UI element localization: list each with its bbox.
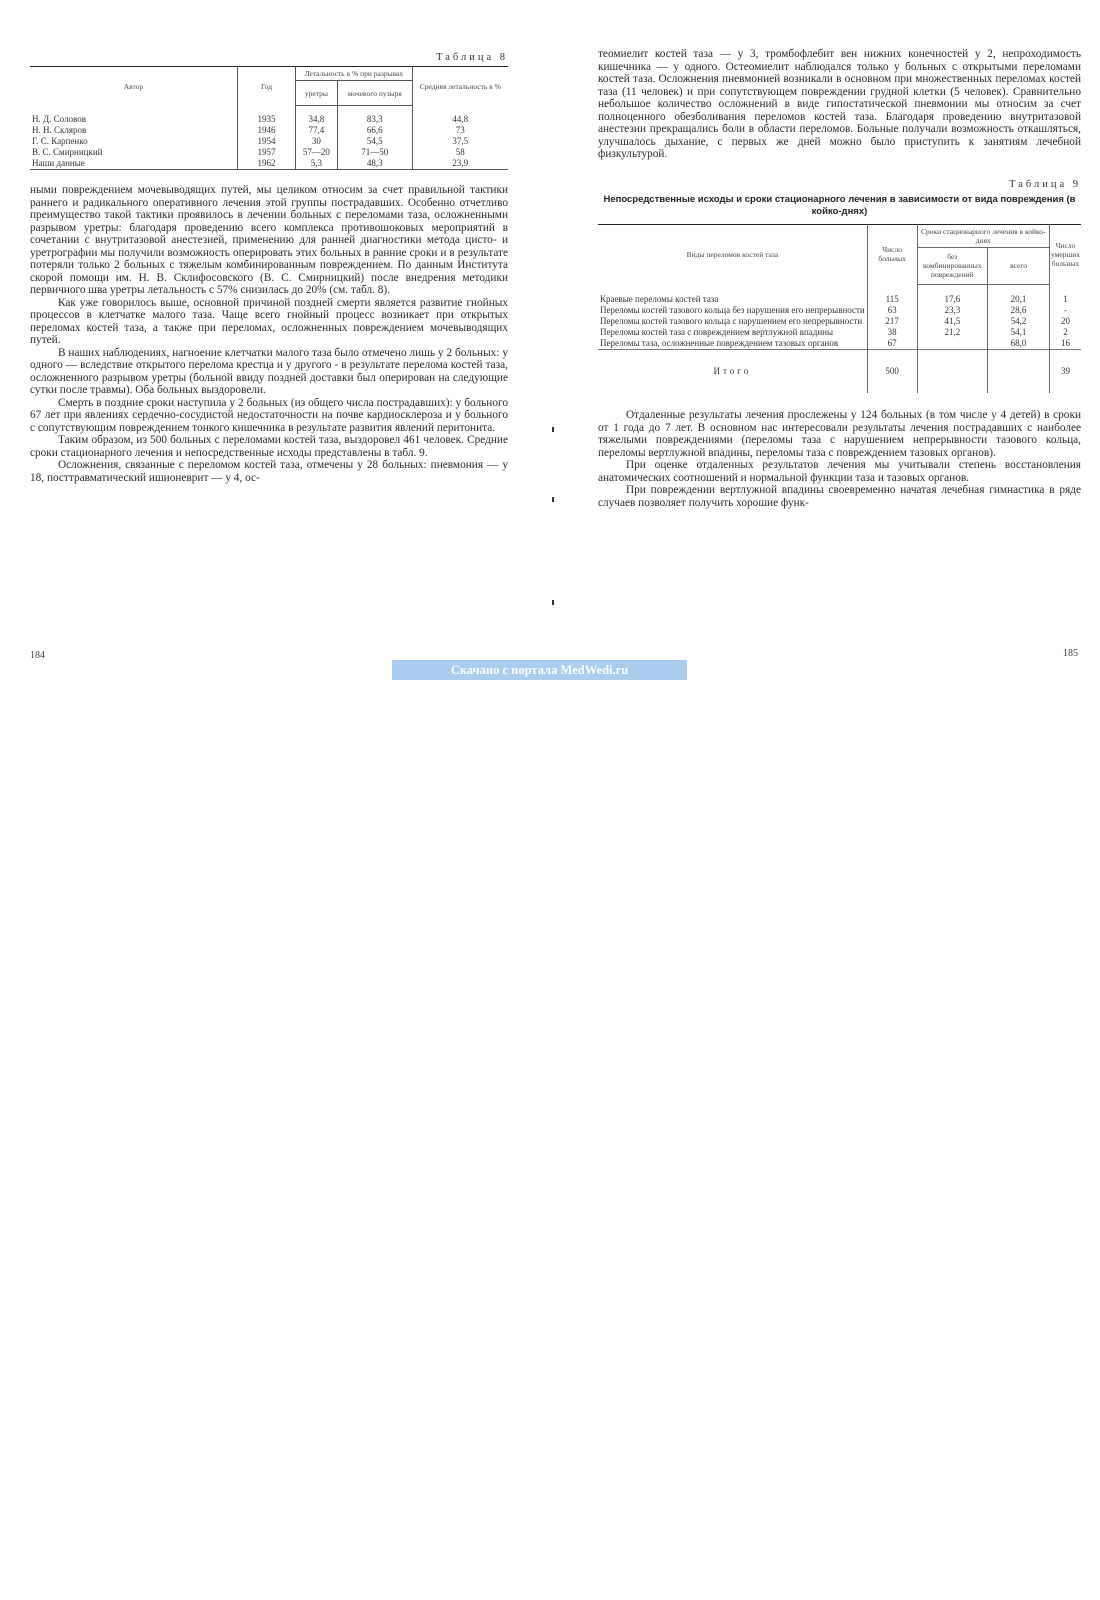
scan-mark [552, 600, 554, 605]
table9-cell-no-combined: 21,2 [917, 327, 988, 338]
table-row [30, 125, 508, 136]
table8-cell-author: Наши данные [32, 158, 85, 168]
table9-cell-count: 38 [867, 327, 917, 338]
table9-cell-total: 54,2 [988, 316, 1050, 327]
right-page [598, 0, 1081, 509]
table8-caption: Таблица 8 [436, 52, 508, 63]
table9-header-no-combined: без комбинированных повреждений [917, 247, 988, 284]
table9-cell-no-combined [917, 338, 988, 350]
table8-cell-urethra: 5,3 [296, 158, 338, 170]
table8-cell-avg: 58 [412, 147, 508, 158]
table-row [598, 284, 1081, 305]
table9-cell-no-combined: 23,3 [917, 305, 988, 316]
paragraph: Таким образом, из 500 больных с переломами костей таза, выздоровел 461 человек. Средние сроки стационарного лечения и непосредственные исходы представлены в табл. 9. [30, 434, 508, 459]
table9 [598, 224, 1081, 394]
table9-cell-count: 115 [867, 284, 917, 305]
table8-cell-avg: 23,9 [412, 158, 508, 170]
left-page-number: 184 [30, 650, 45, 661]
table8-header-author: Автор [123, 81, 144, 91]
table8-cell-urethra: 77,4 [296, 125, 338, 136]
table9-header-terms: Сроки стационарного лечения в койко-днях [917, 224, 1049, 247]
table9-cell-count: 217 [867, 316, 917, 327]
table8-cell-year: 1946 [238, 125, 296, 136]
paragraph: В наших наблюдениях, нагноение клетчатки малого таза было отмечено лишь у 2 больных: у одного — вследствие открытого перелома крестца и у другого - в результате перелома костей таза, осложненного разрывом уретры (больной ввиду поздней доставки был оперирован на следующие сутки после травмы). Оба больных выздоровели. [30, 346, 508, 396]
scan-mark [552, 427, 554, 432]
left-body-text [30, 184, 508, 484]
table8-cell-urethra: 34,8 [296, 106, 338, 126]
table8-cell-avg: 73 [412, 125, 508, 136]
table8-cell-bladder: 66,6 [337, 125, 412, 136]
table9-title: Непосредственные исходы и сроки стационарного лечения в зависимости от вида повреждения (в койко-днях) [603, 193, 1076, 217]
table-row [30, 147, 508, 158]
table8-cell-author: Н. Н. Скляров [32, 125, 87, 135]
table9-cell-type: Переломы костей тазового кольца без нарушения его непрерывности [600, 305, 865, 315]
table9-cell-deaths: - [1049, 305, 1081, 316]
table9-cell-type: Переломы таза, осложненные повреждением тазовых органов [600, 338, 839, 348]
table-row-total [598, 350, 1081, 394]
table9-cell-no-combined: 17,6 [917, 284, 988, 305]
watermark-banner[interactable]: Скачано с портала MedWedi.ru [392, 660, 687, 680]
table-row [598, 305, 1081, 316]
table-row [30, 106, 508, 126]
table8-cell-author: Н. Д. Соловов [32, 113, 86, 124]
table8-cell-year: 1954 [238, 136, 296, 147]
paragraph: ными повреждением мочевыводящих путей, мы целиком относим за счет правильной тактики раннего и радикального оперативного лечения этой группы пострадавших. Особенно отчетливо преимущество такой тактики проявилось в лечении больных с переломами таза, осложненными разрывом уретры: благодаря проведению всего комплекса противошоковых мероприятий в сочетании с внутритазовой анестезией, применению для ранней диагностики метода цисто- и уретрографии мы получили возможность оперировать этих больных в ранние сроки и в результате потеряли только 2 больных с тяжелым комбинированным повреждением. По данным Института скорой помощи им. Н. В. Склифосовского (В. С. Смирницкий) после внедрения методики первичного шва уретры летальность с 57% снизилась до 20% (см. табл. 8). [30, 184, 508, 296]
table9-cell-type: Краевые переломы костей таза [600, 294, 719, 304]
table9-caption: Таблица 9 [1009, 178, 1081, 190]
table8-cell-bladder: 48,3 [337, 158, 412, 170]
table8-header-urethra: уретры [296, 81, 338, 106]
scan-mark [552, 497, 554, 502]
table9-header-type: Виды переломов костей таза [686, 249, 779, 259]
table9-cell-type: Переломы костей таза с повреждением вертлужной впадины [600, 327, 834, 337]
table9-cell-deaths: 1 [1049, 284, 1081, 305]
table-row [598, 316, 1081, 327]
table8-cell-author: В. С. Смирницкий [32, 147, 103, 157]
table9-cell-total: 54,1 [988, 327, 1050, 338]
right-body-bottom [598, 409, 1081, 509]
table9-cell-deaths: 2 [1049, 327, 1081, 338]
table9-header-deaths: Число умерших больных [1049, 224, 1081, 284]
paragraph: Отдаленные результаты лечения прослежены у 124 больных (в том числе у 4 детей) в сроки от 1 года до 7 лет. В основном нас интересовали результаты лечения пострадавших с наиболее тяжелыми повреждениями (переломы таза с нарушением непрерывности тазового кольца, переломы вертлужной впадины, переломы таза с повреждением тазовых органов). [598, 409, 1081, 459]
table-row [598, 338, 1081, 350]
table8-cell-year: 1935 [238, 106, 296, 126]
table8 [30, 66, 508, 170]
table9-header-count: Число больных [867, 224, 917, 284]
table8-header-bladder: мочевого пузыря [337, 81, 412, 106]
paragraph: Смерть в поздние сроки наступила у 2 больных (из общего числа пострадавших): у больного 67 лет при явлениях сердечно-сосудистой недостаточности на почве кардиосклероза и у больного с сопутствующим повреждением тонкого кишечника в результате развития явлений перитонита. [30, 396, 508, 434]
right-body-top [598, 48, 1081, 161]
table8-header-avg: Средняя летальность в % [412, 67, 508, 106]
table9-cell-no-combined: 41,5 [917, 316, 988, 327]
table9-total-count: 500 [867, 350, 917, 394]
table9-cell-total: 20,1 [988, 284, 1050, 305]
right-page-number: 185 [1063, 648, 1078, 659]
table9-cell-deaths: 16 [1049, 338, 1081, 350]
table9-total-deaths: 39 [1049, 350, 1081, 394]
table9-cell-total: 68,0 [988, 338, 1050, 350]
table8-cell-bladder: 71—50 [337, 147, 412, 158]
table-row [598, 327, 1081, 338]
table-row [30, 136, 508, 147]
paragraph: При повреждении вертлужной впадины своевременно начатая лечебная гимнастика в ряде случаев позволяет получить хорошие функ- [598, 484, 1081, 509]
paragraph: теомиелит костей таза — у 3, тромбофлебит вен нижних конечностей у 2, непроходимость кишечника — у одного. Остеомиелит наблюдался только у больных с открытыми переломами костей таза. Осложнения пневмонией возникали в основном при множественных переломах костей таза (11 человек) и при сопутствующем повреждении грудной клетки (5 человек). Сравнительно небольшое количество осложнений в виде гипостатической пневмонии мы относим за счет полноценного обезболивания переломов костей таза. Благодаря проведению внутритазовой анестезии прекращались боли в области переломов. Больные получали возможность откашляться, улучшалось дыхание, с первых же дней можно было приступить к занятиям лечебной физкультурой. [598, 48, 1081, 160]
table8-cell-urethra: 57—20 [296, 147, 338, 158]
table8-cell-avg: 44,8 [412, 106, 508, 126]
table8-header-year: Год [238, 67, 296, 106]
table8-cell-avg: 37,5 [412, 136, 508, 147]
table9-cell-total: 28,6 [988, 305, 1050, 316]
table9-cell-type: Переломы костей тазового кольца с нарушением его непрерывности [600, 316, 863, 326]
table8-cell-year: 1957 [238, 147, 296, 158]
table8-header-lethality: Летальность в % при разрывах [296, 67, 413, 81]
table-row [30, 158, 508, 170]
table9-total-empty [988, 350, 1050, 394]
table9-cell-count: 67 [867, 338, 917, 350]
table8-cell-author: Г. С. Карпенко [32, 136, 88, 146]
table9-header-total: всего [988, 247, 1050, 284]
table9-total-empty [917, 350, 988, 394]
left-page [30, 0, 508, 484]
table9-cell-count: 63 [867, 305, 917, 316]
table8-cell-bladder: 54,5 [337, 136, 412, 147]
table9-cell-deaths: 20 [1049, 316, 1081, 327]
paragraph: Как уже говорилось выше, основной причиной поздней смерти является развитие гнойных процессов в клетчатке малого таза. Чаще всего гнойный процесс возникает при открытых переломах костей таза, а также при переломах, осложненных повреждением мочевыводящих путей. [30, 296, 508, 346]
table8-cell-year: 1962 [238, 158, 296, 170]
paragraph: При оценке отдаленных результатов лечения мы учитывали степень восстановления анатомических соотношений и нормальной функции таза и тазовых органов. [598, 459, 1081, 484]
table9-total-label: Итого [713, 366, 752, 376]
table8-cell-urethra: 30 [296, 136, 338, 147]
table8-cell-bladder: 83,3 [337, 106, 412, 126]
paragraph: Осложнения, связанные с переломом костей таза, отмечены у 28 больных: пневмония — у 18, посттравматический ишионеврит — у 4, ос- [30, 459, 508, 484]
